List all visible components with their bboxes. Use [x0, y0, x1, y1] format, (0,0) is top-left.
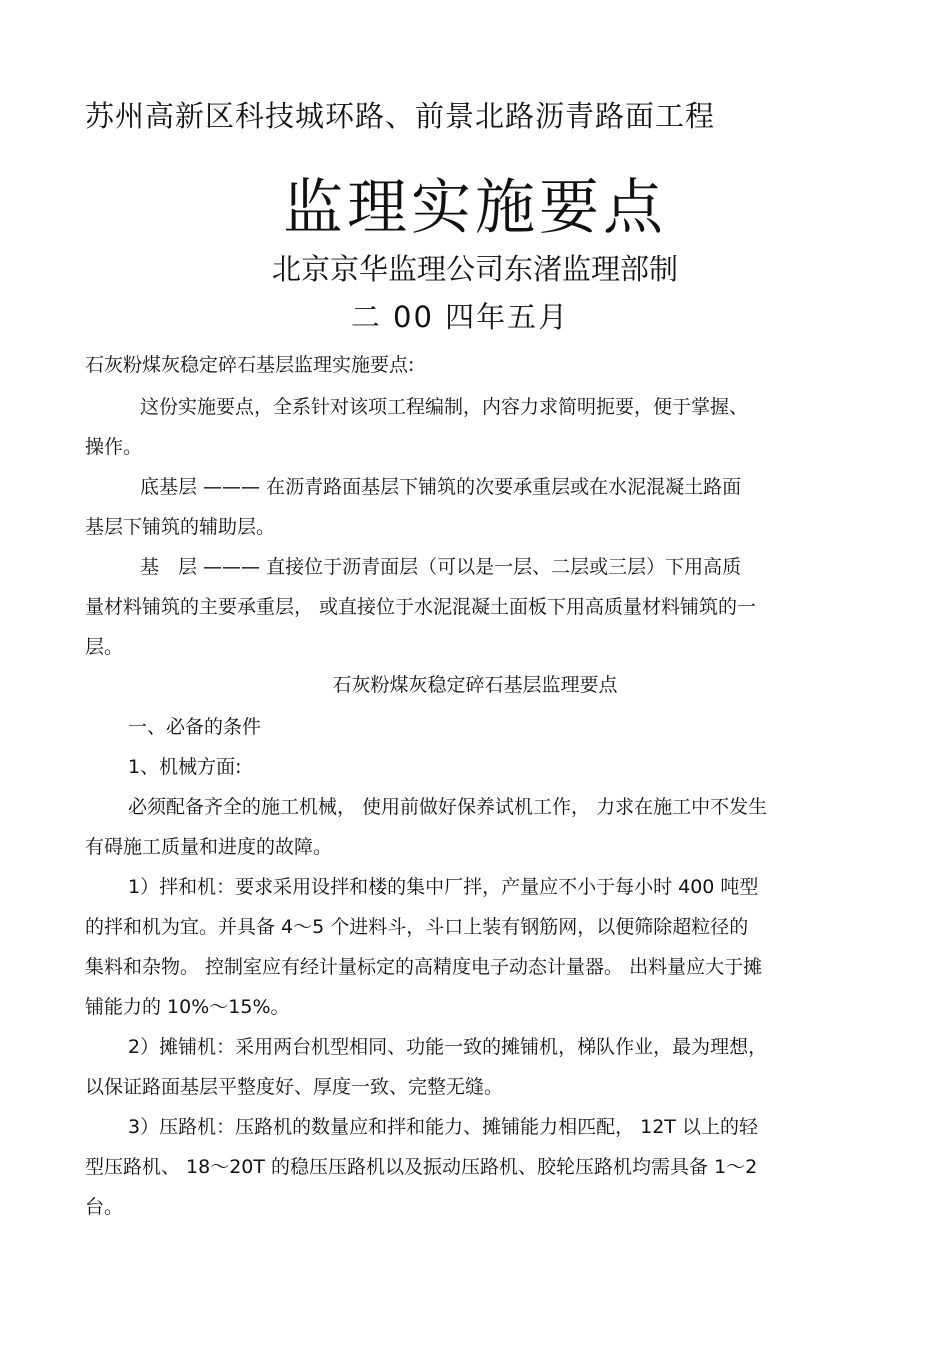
roller-paragraph-line: 3）压路机：压路机的数量应和拌和能力、摊铺能力相匹配， 12T 以上的轻	[128, 1116, 758, 1138]
mixer-paragraph-line: 集料和杂物。 控制室应有经计量标定的高精度电子动态计量器。 出料量应大于摊	[85, 956, 763, 978]
roller-paragraph-line: 型压路机、 18～20T 的稳压压路机以及振动压路机、胶轮压路机均需具备 1～2	[85, 1156, 758, 1178]
intro-heading: 石灰粉煤灰稳定碎石基层监理实施要点:	[85, 354, 415, 376]
machinery-paragraph-line: 有碍施工质量和进度的故障。	[85, 836, 333, 858]
base-definition-line: 量材料铺筑的主要承重层， 或直接位于水泥混凝土面板下用高质量材料铺筑的一	[85, 596, 757, 618]
paver-paragraph-line: 2）摊铺机：采用两台机型相同、功能一致的摊铺机，梯队作业，最为理想，	[128, 1036, 768, 1058]
date-line: 二 00 四年五月	[350, 300, 570, 334]
base-definition-line: 层。	[85, 636, 124, 658]
subbase-definition-line: 基层下铺筑的辅助层。	[85, 516, 276, 538]
section-heading: 一、必备的条件	[128, 716, 262, 738]
roller-paragraph-line: 台。	[85, 1196, 124, 1218]
paver-paragraph-line: 以保证路面基层平整度好、厚度一致、完整无缝。	[85, 1076, 504, 1098]
document-title: 监理实施要点	[283, 173, 667, 243]
mixer-paragraph-line: 1）拌和机：要求采用设拌和楼的集中厂拌，产量应不小于每小时 400 吨型	[128, 876, 759, 898]
mixer-paragraph-line: 铺能力的 10%～15%。	[85, 996, 290, 1018]
intro-paragraph-line: 这份实施要点，全系针对该项工程编制，内容力求简明扼要，便于掌握、	[140, 396, 749, 418]
project-name: 苏州高新区科技城环路、前景北路沥青路面工程	[85, 99, 716, 133]
base-definition-line: 基 层 ——— 直接位于沥青面层（可以是一层、二层或三层）下用高质	[140, 556, 742, 578]
organization-line: 北京京华监理公司东渚监理部制	[271, 252, 678, 286]
intro-paragraph-line: 操作。	[85, 436, 143, 458]
subsection-heading: 1、机械方面:	[128, 756, 242, 778]
mixer-paragraph-line: 的拌和机为宜。并具备 4～5 个进料斗，斗口上装有钢筋网，以便筛除超粒径的	[85, 916, 749, 938]
machinery-paragraph-line: 必须配备齐全的施工机械， 使用前做好保养试机工作， 力求在施工中不发生	[128, 796, 768, 818]
subbase-definition-line: 底基层 ——— 在沥青路面基层下铺筑的次要承重层或在水泥混凝土路面	[140, 476, 742, 498]
section-title: 石灰粉煤灰稳定碎石基层监理要点	[332, 674, 618, 696]
